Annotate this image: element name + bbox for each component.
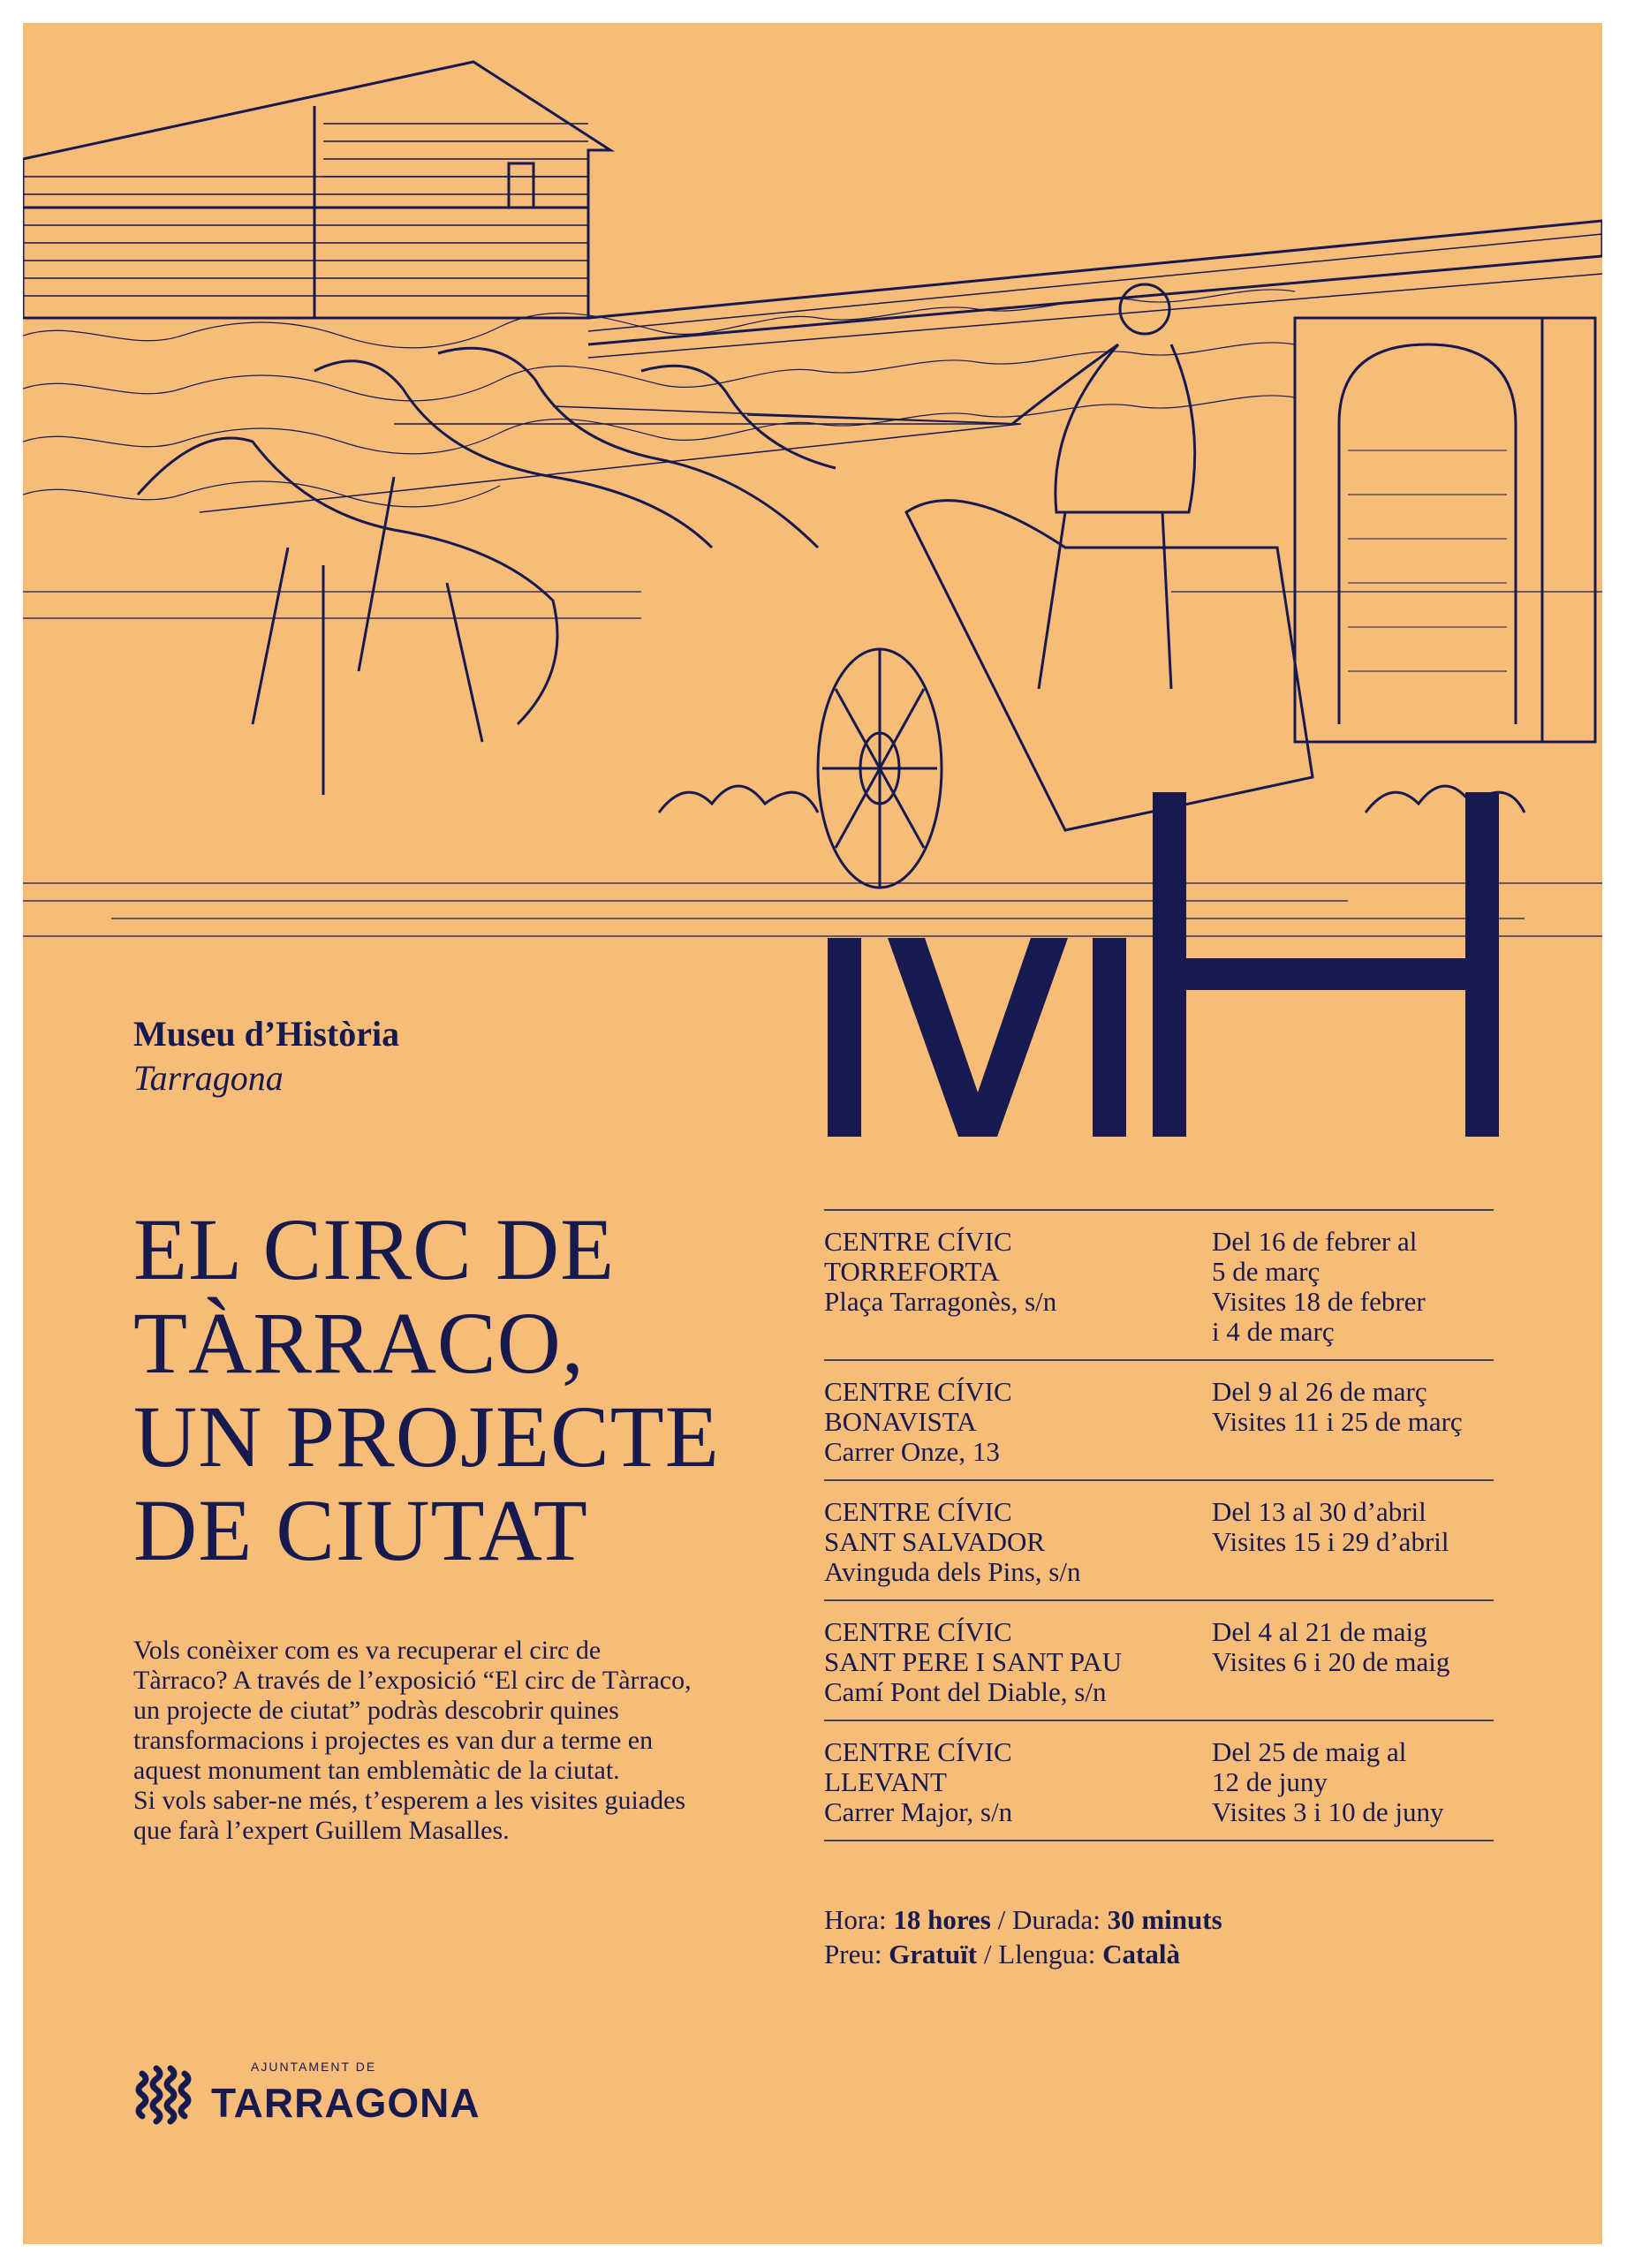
separator: / bbox=[990, 1904, 1012, 1935]
title-line: EL CIRC DE bbox=[133, 1200, 616, 1298]
time-duration-line bbox=[824, 1902, 1222, 1937]
description-line: transformacions i projectes es van dur a terme en bbox=[133, 1726, 654, 1755]
preu-value: Gratuït bbox=[889, 1939, 978, 1969]
date-line: Visites 15 i 29 d’abril bbox=[1212, 1526, 1449, 1557]
venue-line: LLEVANT bbox=[824, 1766, 947, 1797]
date-line: Del 25 de maig al bbox=[1212, 1736, 1407, 1767]
venue-line: SANT SALVADOR bbox=[824, 1526, 1046, 1557]
date-line: 5 de març bbox=[1212, 1256, 1321, 1287]
venue-line: SANT PERE I SANT PAU bbox=[824, 1646, 1123, 1677]
date-line: Del 9 al 26 de març bbox=[1212, 1376, 1427, 1407]
description-line: Tàrraco? A través de l’exposició “El circ de Tàrraco, bbox=[133, 1666, 692, 1695]
title-line: TÀRRACO, bbox=[133, 1294, 585, 1392]
venue-row bbox=[824, 1211, 1494, 1361]
wave-emblem-icon bbox=[133, 2063, 195, 2127]
separator: / bbox=[977, 1939, 999, 1969]
venue-address: Plaça Tarragonès, s/n bbox=[824, 1286, 1057, 1317]
venue-place bbox=[824, 1227, 1212, 1347]
description-line: Si vols saber-ne més, t’esperem a les visites guiades bbox=[133, 1786, 686, 1815]
venue-line: CENTRE CÍVIC bbox=[824, 1376, 1012, 1407]
venue-line: CENTRE CÍVIC bbox=[824, 1736, 1012, 1767]
venue-dates bbox=[1212, 1737, 1494, 1827]
tarragona-wordmark: TARRAGONA bbox=[211, 2080, 481, 2126]
title-line: UN PROJECTE bbox=[133, 1387, 720, 1486]
venue-address: Camí Pont del Diable, s/n bbox=[824, 1676, 1107, 1707]
date-line: 12 de juny bbox=[1212, 1766, 1328, 1797]
venue-address: Avinguda dels Pins, s/n bbox=[824, 1556, 1081, 1587]
ajuntament-tarragona-logo bbox=[133, 2060, 481, 2130]
llengua-label: Llengua: bbox=[998, 1939, 1096, 1969]
venue-row bbox=[824, 1481, 1494, 1601]
preu-label: Preu: bbox=[824, 1939, 882, 1969]
venue-line: CENTRE CÍVIC bbox=[824, 1226, 1012, 1257]
ajuntament-label: AJUNTAMENT DE bbox=[251, 2060, 377, 2074]
venue-dates bbox=[1212, 1227, 1494, 1347]
exhibition-title bbox=[133, 1200, 720, 1579]
hora-label: Hora: bbox=[824, 1904, 887, 1935]
venue-dates bbox=[1212, 1617, 1494, 1707]
museum-city: Tarragona bbox=[133, 1058, 284, 1098]
venue-row bbox=[824, 1721, 1494, 1841]
venue-place bbox=[824, 1617, 1212, 1707]
title-line: DE CIUTAT bbox=[133, 1481, 588, 1579]
price-language-line bbox=[824, 1937, 1222, 1971]
visit-info bbox=[824, 1902, 1222, 1971]
date-line: Del 16 de febrer al bbox=[1212, 1226, 1418, 1257]
description-line: un projecte de ciutat” podràs descobrir quines bbox=[133, 1696, 619, 1725]
museum-title: Museu d’Història bbox=[133, 1014, 400, 1054]
venue-address: Carrer Major, s/n bbox=[824, 1796, 1013, 1827]
llengua-value: Català bbox=[1102, 1939, 1180, 1969]
venue-line: CENTRE CÍVIC bbox=[824, 1616, 1012, 1647]
description-line: Vols conèixer com es va recuperar el circ de bbox=[133, 1636, 602, 1665]
date-line: Del 13 al 30 d’abril bbox=[1212, 1496, 1426, 1527]
date-line: Visites 6 i 20 de maig bbox=[1212, 1646, 1450, 1677]
durada-label: Durada: bbox=[1011, 1904, 1101, 1935]
venue-dates bbox=[1212, 1377, 1494, 1467]
description-line: aquest monument tan emblemàtic de la ciutat. bbox=[133, 1756, 620, 1785]
description-line: que farà l’expert Guillem Masalles. bbox=[133, 1816, 510, 1845]
venue-row bbox=[824, 1361, 1494, 1481]
durada-value: 30 minuts bbox=[1107, 1904, 1222, 1935]
description bbox=[133, 1636, 805, 1846]
venue-row bbox=[824, 1601, 1494, 1721]
date-line: Visites 18 de febrer bbox=[1212, 1286, 1426, 1317]
date-line: i 4 de març bbox=[1212, 1316, 1335, 1347]
venue-place bbox=[824, 1497, 1212, 1587]
venue-address: Carrer Onze, 13 bbox=[824, 1436, 1000, 1467]
museum-name bbox=[133, 1012, 399, 1100]
venue-line: CENTRE CÍVIC bbox=[824, 1496, 1012, 1527]
hora-value: 18 hores bbox=[893, 1904, 991, 1935]
date-line: Visites 11 i 25 de març bbox=[1212, 1406, 1463, 1437]
museum-logo-mht bbox=[828, 792, 1499, 1137]
venue-place bbox=[824, 1737, 1212, 1827]
venue-dates bbox=[1212, 1497, 1494, 1587]
venue-line: BONAVISTA bbox=[824, 1406, 977, 1437]
venue-line: TORREFORTA bbox=[824, 1256, 1000, 1287]
venues-table bbox=[824, 1209, 1494, 1841]
date-line: Visites 3 i 10 de juny bbox=[1212, 1796, 1444, 1827]
date-line: Del 4 al 21 de maig bbox=[1212, 1616, 1427, 1647]
venue-place bbox=[824, 1377, 1212, 1467]
